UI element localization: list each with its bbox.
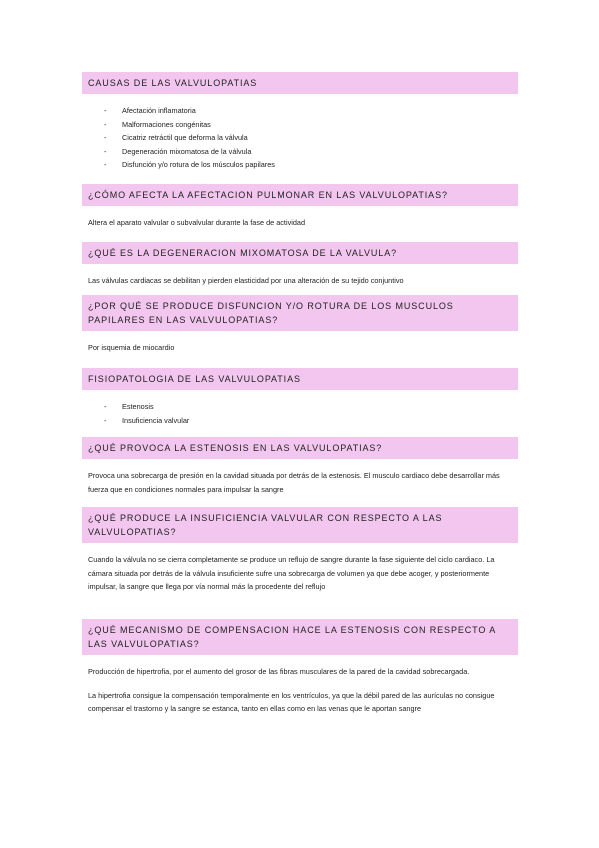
list-item: - Malformaciones congénitas <box>82 118 518 132</box>
section-heading: ¿CÓMO AFECTA LA AFECTACION PULMONAR EN LAS VALVULOPATIAS? <box>82 184 518 206</box>
paragraph: Provoca una sobrecarga de presión en la cavidad situada por detrás de la estenosis. El musculo cardiaco debe desarrollar más fuerza que en condiciones normales para impulsar la sangre <box>88 471 500 494</box>
paragraph: La hipertrofia consigue la compensación temporalmente en los ventrículos, ya que la débil pared de las aurículas no consigue compensar el trastorno y la sangre se estanca, tanto en ellas como en las venas que le aportan sangre <box>88 690 495 713</box>
list-item: - Afectación inflamatoria <box>82 104 518 118</box>
paragraph: Cuando la válvula no se cierra completamente se produce un reflujo de sangre durante la fase siguiente del ciclo cardiaco. La cámara situada por detrás de la válvula insuficiente sufre una sobrecarga de volumen ya que debe acoger, y posteriormente impulsar, la sangre que llega por vía normal más la procedente del reflujo <box>88 555 495 591</box>
list-item: - Disfunción y/o rotura de los músculos papilares <box>82 158 518 172</box>
bullet-list <box>82 400 518 427</box>
bullet-list <box>82 104 518 172</box>
list-item: - Insuficiencia valvular <box>82 414 518 428</box>
paragraph: Producción de hipertrofia, por el aumento del grosor de las fibras musculares de la pared de la cavidad sobrecargada. <box>88 667 470 676</box>
paragraph: Por isquemia de miocardio <box>88 343 175 352</box>
section-degeneracion-mixomatosa <box>82 242 518 288</box>
paragraph: Altera el aparato valvular o subvalvular durante la fase de actividad <box>88 218 306 227</box>
section-compensacion <box>82 619 518 716</box>
section-afectacion-pulmonar <box>82 184 518 230</box>
section-heading: ¿QUÉ MECANISMO DE COMPENSACION HACE LA ESTENOSIS CON RESPECTO A LAS VALVULOPATIAS? <box>82 619 518 655</box>
section-causas <box>82 72 518 172</box>
section-heading: FISIOPATOLOGIA DE LAS VALVULOPATIAS <box>82 368 518 390</box>
section-heading: ¿QUÉ ES LA DEGENERACION MIXOMATOSA DE LA VALVULA? <box>82 242 518 264</box>
section-fisiopatologia <box>82 368 518 427</box>
section-heading: ¿QUÉ PROVOCA LA ESTENOSIS EN LAS VALVULOPATIAS? <box>82 437 518 459</box>
section-disfuncion-papilares <box>82 295 518 355</box>
paragraph: Las válvulas cardiacas se debilitan y pierden elasticidad por una alteración de su tejido conjuntivo <box>88 276 404 285</box>
section-estenosis <box>82 437 518 496</box>
section-heading: ¿QUÉ PRODUCE LA INSUFICIENCIA VALVULAR CON RESPECTO A LAS VALVULOPATIAS? <box>82 507 518 543</box>
list-item: - Degeneración mixomatosa de la válvula <box>82 145 518 159</box>
list-item: - Estenosis <box>82 400 518 414</box>
section-heading: CAUSAS DE LAS VALVULOPATIAS <box>82 72 518 94</box>
section-insuficiencia <box>82 507 518 594</box>
list-item: - Cicatriz retráctil que deforma la válvula <box>82 131 518 145</box>
section-heading: ¿POR QUÉ SE PRODUCE DISFUNCION Y/O ROTURA DE LOS MUSCULOS PAPILARES EN LAS VALVULOPATIAS? <box>82 295 518 331</box>
